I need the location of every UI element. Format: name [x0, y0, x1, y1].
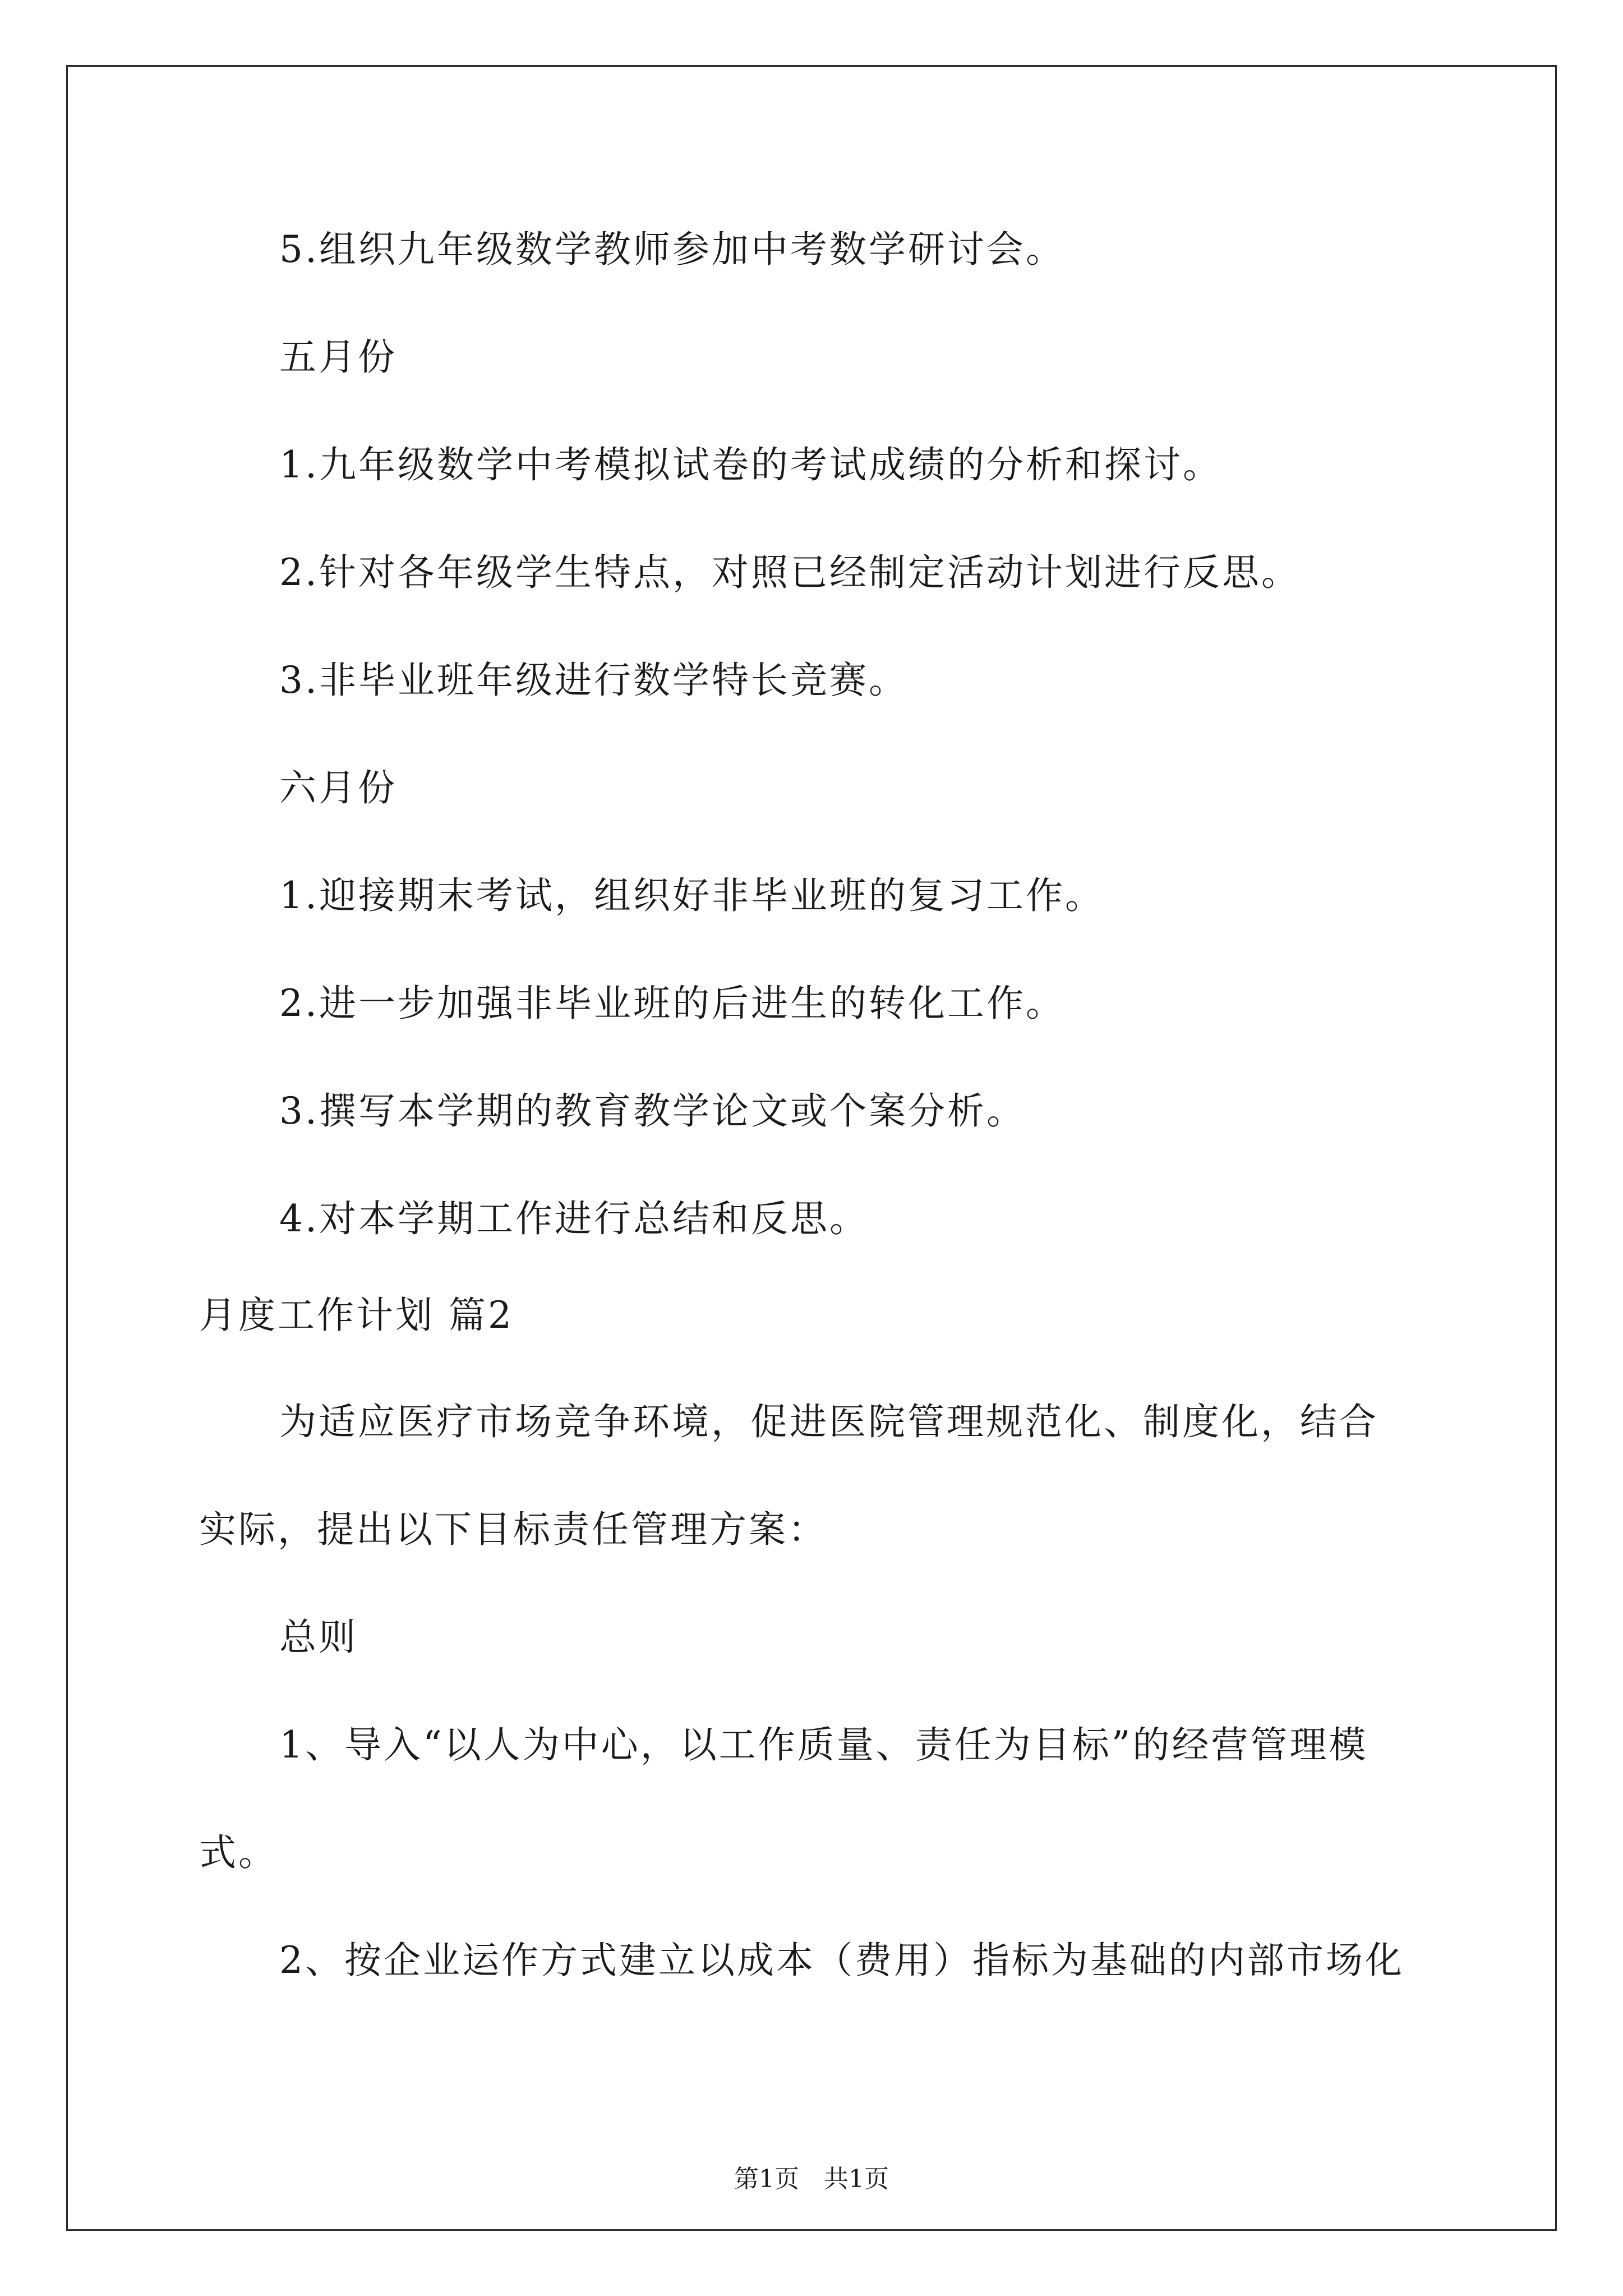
principle-1-line-1: 1、导入“以人为中心，以工作质量、责任为目标”的经营管理模: [279, 1723, 1368, 1766]
text-line-june-2: 2.进一步加强非毕业班的后进生的转化工作。: [279, 982, 1065, 1025]
text-line-june-4: 4.对本学期工作进行总结和反思。: [279, 1197, 869, 1240]
heading-may: 五月份: [279, 335, 397, 379]
text-line-may-2: 2.针对各年级学生特点，对照已经制定活动计划进行反思。: [279, 551, 1301, 594]
text-line-june-1: 1.迎接期末考试，组织好非毕业班的复习工作。: [279, 874, 1104, 917]
page-border: [66, 65, 1557, 2231]
principle-1-line-2: 式。: [199, 1831, 278, 1874]
text-line-may-3: 3.非毕业班年级进行数学特长竞赛。: [279, 659, 908, 702]
heading-general-principles: 总则: [279, 1616, 358, 1659]
text-line-item5-april: 5.组织九年级数学教师参加中考数学研讨会。: [279, 228, 1065, 271]
principle-2-line-1: 2、按企业运作方式建立以成本（费用）指标为基础的内部市场化: [279, 1939, 1404, 1982]
heading-june: 六月份: [279, 766, 397, 809]
text-line-may-1: 1.九年级数学中考模拟试卷的考试成绩的分析和探讨。: [279, 443, 1222, 486]
paragraph-intro-line-2: 实际，提出以下目标责任管理方案：: [199, 1508, 827, 1551]
page-number-footer: 第1页 共1页: [734, 2165, 889, 2193]
paragraph-intro-line-1: 为适应医疗市场竞争环境，促进医院管理规范化、制度化，结合: [279, 1400, 1378, 1443]
section-title-plan-2: 月度工作计划 篇2: [199, 1294, 514, 1337]
text-line-june-3: 3.撰写本学期的教育教学论文或个案分析。: [279, 1089, 1026, 1133]
